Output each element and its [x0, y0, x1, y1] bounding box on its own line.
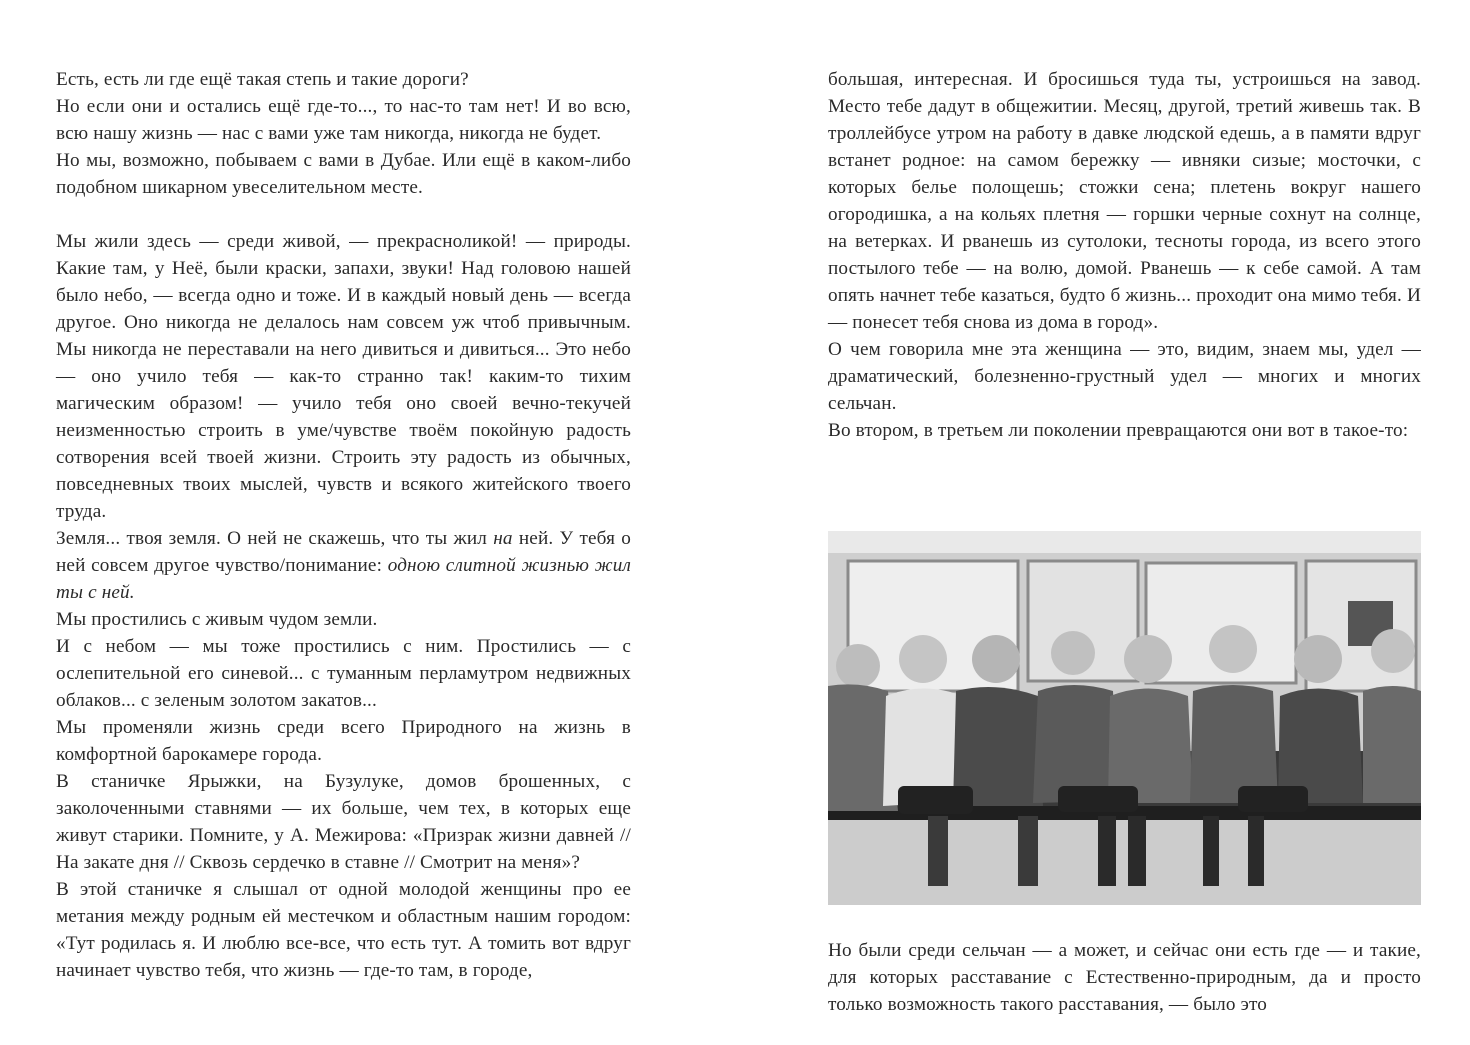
paragraph-earth — [56, 525, 631, 606]
paragraph: Но были среди сельчан — а может, и сейчас они есть где — и такие, для которых расставание с Естественно-природным, да и просто только возможность такого расставания, — было это — [828, 940, 1421, 1015]
right-text-column — [828, 66, 1421, 444]
right-page — [735, 0, 1470, 1045]
paragraph: О чем говорила мне эта женщина — это, видим, знаем мы, удел — драматический, болезненно-грустный удел — многих и многих сельчан. — [828, 339, 1421, 414]
paragraph: В станичке Ярыжки, на Бузулуке, домов брошенных, с заколоченными ставнями — их больше, чем тех, в которых еще живут старики. Помните, у А. Межирова: «Призрак жизни давней // На закате дня // Сквозь сердечко в ставне // Смотрит на меня»? — [56, 771, 631, 873]
section-gap — [56, 201, 631, 228]
paragraph: В этой станичке я слышал от одной молодой женщины про ее метания между родным ей местечком и областным нашим городом: «Тут родилась я. И люблю все-все, что есть тут. А томить вот вдруг начинает чувство тебя, что жизнь — где-то там, в городе, — [56, 879, 631, 981]
paragraph: большая, интересная. И бросишься туда ты, устроишься на завод. Место тебе дадут в общежитии. Месяц, другой, третий живешь так. В троллейбусе утром на работу в давке людской едешь, а в памяти вдруг встанет родное: на самом бережку — ивняки сизые; мосточки, с которых белье полощешь; стожки сена; плетень вокруг нашего огородишка, а на кольях плетня — горшки черные сохнут на солнце, на ветерках. И рванешь из сутолоки, тесноты города, из всего этого постылого тебе — на волю, домой. Рванешь — к себе самой. А там опять начнет тебе казаться, будто б жизнь... проходит она мимо тебя. И — понесет тебя снова из дома в город». — [828, 69, 1421, 333]
left-text-column — [56, 66, 631, 984]
right-text-after-photo — [828, 937, 1421, 1018]
paragraph: Но если они и остались ещё где-то..., то нас-то там нет! И во всю, всю нашу жизнь — нас с вами уже там никогда, никогда не будет. — [56, 96, 631, 144]
paragraph: И с небом — мы тоже простились с ним. Простились — с ослепительной его синевой... с туманным перламутром недвижных облаков... с зеленым золотом закатов... — [56, 636, 631, 711]
paragraph: Есть, есть ли где ещё такая степь и такие дороги? — [56, 69, 469, 90]
paragraph: Мы променяли жизнь среди всего Природного на жизнь в комфортной барокамере города. — [56, 717, 631, 765]
emphasis-on: на — [493, 528, 513, 549]
text-span: ней. У тебя о ней совсем другое чувство/понимание: — [56, 528, 632, 576]
paragraph: Но мы, возможно, побываем с вами в Дубае. Или ещё в каком-либо подобном шикарном увеселительном месте. — [56, 150, 631, 198]
emphasis-phrase: одною слитной жизнью жил ты с ней. — [56, 555, 631, 603]
text-span: Земля... твоя земля. О ней не скажешь, что ты жил — [56, 528, 494, 549]
paragraph: Мы простились с живым чудом земли. — [56, 609, 378, 630]
photo-illustration — [828, 531, 1421, 905]
paragraph: Мы жили здесь — среди живой, — прекрасноликой! — природы. Какие там, у Неё, были краски, запахи, звуки! Над головою нашей было небо, — всегда одно и тоже. И в каждый новый день — всегда другое. Оно никогда не делалось нам совсем уж чтоб привычным. Мы никогда не переставали на него дивиться и дивиться... Это небо — оно учило тебя — как-то странно так! каким-то тихим магическим образом! — учило тебя оно своей вечно-текучей неизменностью строить в уме/чувстве твоём покойную радость сотворения всей твоей жизни. Строить эту радость из обычных, повседневных твоих мыслей, чувств и всякого житейского твоего труда. — [56, 231, 631, 522]
commuters-photo — [828, 531, 1421, 905]
paragraph: Во втором, в третьем ли поколении превращаются они вот в такое-то: — [828, 420, 1409, 441]
